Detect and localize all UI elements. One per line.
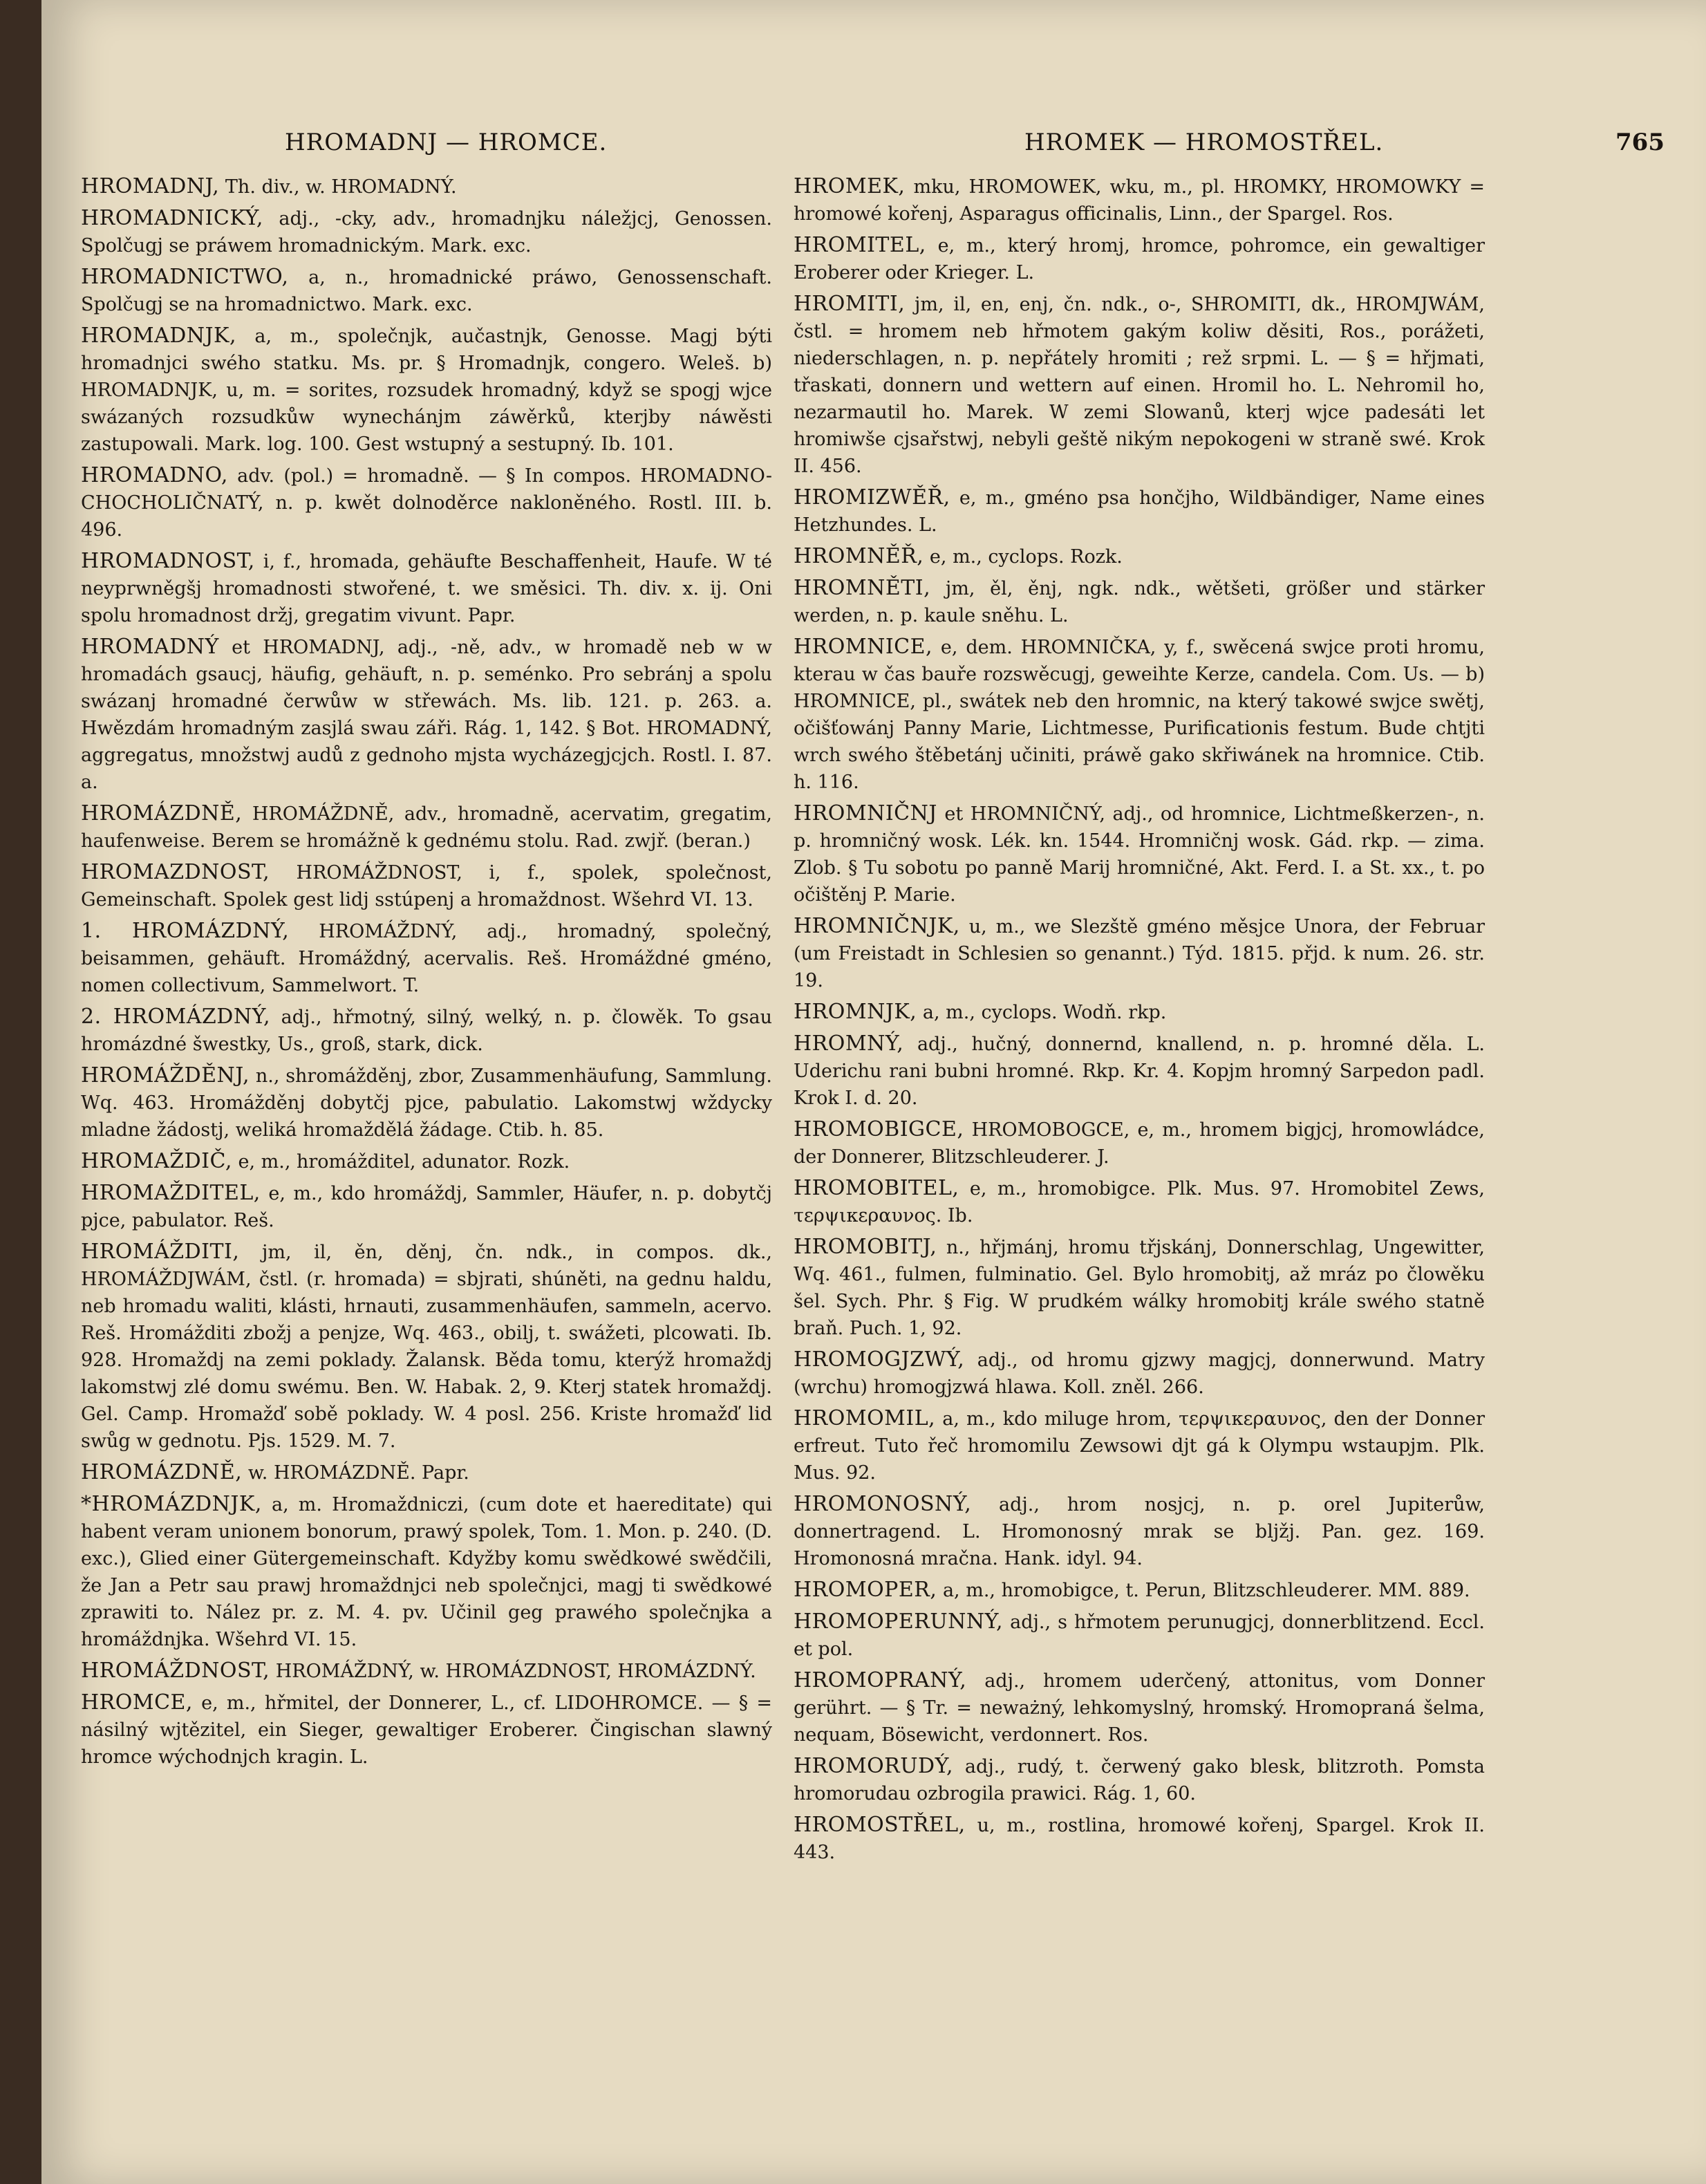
dictionary-entry (81, 462, 772, 543)
entry-headword: HROMADNICTWO, (81, 265, 289, 289)
entry-headword: HROMAŽDITEL, (81, 1181, 261, 1205)
dictionary-entry (81, 1238, 772, 1455)
entry-definition: HROMOBOGCE, e, m., hromem bigjcj, hromowládce, der Donnerer, Blitzschleuderer. J. (794, 1119, 1485, 1168)
dictionary-entry (81, 1689, 772, 1771)
entry-headword: HROMADNOST, (81, 549, 255, 573)
dictionary-entry (794, 800, 1485, 908)
dictionary-entry (794, 290, 1485, 480)
entry-definition: n., hřjmánj, hromu třjskánj, Donnerschlag, Ungewitter, Wq. 461., fulmen, fulminatio. Gel. Bylo hromobitj, až mráz po člowěku šel. Sych. Phr. § Fig. W prudkém wálky hromobitj krále swého statně braň. Puch. 1, 92. (794, 1237, 1485, 1339)
entry-headword: HROMADNJK, (81, 324, 237, 348)
dictionary-entry (81, 800, 772, 855)
entry-headword: HROMNĚTI, (794, 576, 931, 600)
dictionary-entry (794, 484, 1485, 539)
entry-headword: HROMADNÝ (81, 635, 219, 659)
dictionary-entry (794, 1405, 1485, 1486)
entry-definition: a, m., hromobigce, t. Perun, Blitzschleuderer. MM. 889. (937, 1580, 1470, 1601)
dictionary-page (41, 0, 1706, 2184)
dictionary-entry (794, 1608, 1485, 1663)
entry-definition: adj., od hromu gjzwy magjcj, donnerwund. Matry (wrchu) hromogjzwá hlawa. Koll. zněl. 266. (794, 1350, 1485, 1398)
entry-headword: HROMOGJZWÝ, (794, 1347, 965, 1372)
entry-headword: HROMÁŽDĚNJ, (81, 1063, 250, 1088)
entry-headword: HROMADNO, (81, 463, 228, 487)
dictionary-entry (794, 1576, 1485, 1604)
dictionary-entry (794, 173, 1485, 227)
entry-definition: jm, il, ěn, děnj, čn. ndk., in compos. dk., HROMÁŽDJWÁM, čstl. (r. hromada) = sbjrati, shúněti, na gednu haldu, neb hromadu waliti, klásti, hrnauti, zusammenhäufen, sammeln, acervo. Reš. Hromážditi zbožj a penjze, Wq. 463., obilj, t. swážeti, plcowati. Ib. 928. Hromaždj na zemi poklady. Žalansk. Běda tomu, kterýž hromaždj lakomstwj zlé domu swému. Ben. W. Habak. 2, 9. Kterj statek hromaždj. Gel. Camp. Hromažď sobě poklady. W. 4 posl. 256. Kriste hromažď lid swůg w gednotu. Pjs. 1529. M. 7. (81, 1242, 772, 1452)
entry-definition: HROMÁŽDNĚ, adv., hromadně, acervatim, gregatim, haufenweise. Berem se hromážně k gednému stolu. Rad. zwjř. (beran.) (81, 803, 772, 852)
entry-headword: HROMNIČNJ (794, 801, 937, 825)
dictionary-entry (794, 1667, 1485, 1748)
dictionary-entry (794, 1030, 1485, 1112)
entry-headword: HROMAŽDIČ, (81, 1149, 232, 1173)
entry-definition: a, n., hromadnické práwo, Genossenschaft. Spolčugj se na hromadnictwo. Mark. exc. (81, 267, 772, 315)
entry-definition: e, m., gméno psa hončjho, Wildbändiger, Name eines Hetzhundes. L. (794, 487, 1485, 536)
entry-definition: e, m., kdo hromáždj, Sammler, Häufer, n. p. dobytčj pjce, pabulator. Reš. (81, 1183, 772, 1231)
entry-headword: HROMNĚŘ, (794, 544, 924, 568)
entry-headword: HROMOSTŘEL, (794, 1813, 966, 1837)
entry-headword: HROMOBIGCE, (794, 1117, 964, 1141)
entry-definition: n., shromážděnj, zbor, Zusammenhäufung, Sammlung. Wq. 463. Hromážděnj dobytčj pjce, pabulatio. Lakomstwj wždycky mladne žádostj, weliká hromaždělá žádage. Ctib. h. 85. (81, 1065, 772, 1141)
entry-headword: HROMONOSNÝ, (794, 1492, 972, 1516)
entry-headword: HROMOMIL, (794, 1406, 936, 1430)
dictionary-entry (81, 263, 772, 318)
dictionary-entry (81, 1003, 772, 1058)
entry-definition: et HROMADNJ, adj., -ně, adv., w hromadě neb w w hromadách gsaucj, häufig, gehäuft, n. p. seménko. Pro sebránj a spolu swázanj hromadné čerwůw w střewách. Ms. lib. 121. p. 263. a. Hwězdám hromadným zasjlá swau záři. Rág. 1, 142. § Bot. HROMADNÝ, aggregatus, množstwj audů z gednoho mjsta wycházegjcjch. Rostl. I. 87. a. (81, 637, 772, 793)
entry-definition: adj., s hřmotem perunugjcj, donnerblitzend. Eccl. et pol. (794, 1612, 1485, 1660)
entry-definition: e, dem. HROMNIČKA, y, f., swěcená swjce proti hromu, kterau w čas bauře rozswěcugj, geweihte Kerze, candela. Com. Us. — b) HROMNICE, pl., swátek neb den hromnic, na který takowé swjce swětj, očišťowánj Panny Marie, Lichtmesse, Purificationis festum. Bude chtjti wrch swého štěbetánj učiniti, práwě gako skřiwánek na hromnice. Ctib. h. 116. (794, 637, 1485, 793)
left-column (81, 173, 772, 1775)
entry-headword: HROMIZWĚŘ, (794, 485, 950, 510)
entry-definition: w. HROMÁZDNĚ. Papr. (242, 1462, 469, 1484)
dictionary-entry (794, 1116, 1485, 1170)
left-running-head: HROMADNJ — HROMCE. (285, 129, 608, 156)
entry-definition: et HROMNIČNÝ, adj., od hromnice, Lichtmeßkerzen-, n. p. hromničný wosk. Lék. kn. 1544. Hromničnj wosk. Gád. rkp. — zima. Zlob. § Tu sobotu po panně Marij hromničné, Akt. Ferd. I. a St. xx., t. po očištěnj P. Marie. (794, 803, 1485, 906)
entry-headword: *HROMÁZDNJK, (81, 1492, 262, 1516)
entry-definition: u, m., rostlina, hromowé kořenj, Spargel. Krok II. 443. (794, 1815, 1485, 1863)
entry-definition: e, m., cyclops. Rozk. (924, 546, 1123, 568)
dictionary-entry (794, 1346, 1485, 1401)
entry-headword: HROMÁŽDNOST, (81, 1659, 270, 1683)
entry-headword: HROMEK, (794, 174, 906, 198)
dictionary-entry (81, 859, 772, 913)
dictionary-entry (81, 548, 772, 629)
entry-headword: HROMÁZDNĚ, (81, 1460, 243, 1484)
entry-headword: HROMAZDNOST, (81, 860, 270, 884)
entry-headword: HROMOPER, (794, 1578, 937, 1602)
entry-headword: HROMADNJ, (81, 174, 220, 198)
entry-headword: HROMÁŽDITI, (81, 1240, 240, 1264)
dictionary-entry (794, 543, 1485, 570)
entry-headword: HROMOBITJ, (794, 1235, 937, 1259)
dictionary-entry (794, 633, 1485, 796)
entry-definition: a, m., společnjk, aučastnjk, Genosse. Magj býti hromadnjci swého statku. Ms. pr. § Hromadnjk, congero. Weleš. b) HROMADNJK, u, m. = sorites, rozsudek hromadný, když se spogj wjce swázaných rozsudkůw wynechánjm záwěrků, kterjby náwěsti zastupowali. Mark. log. 100. Gest wstupný a sestupný. Ib. 101. (81, 326, 772, 455)
dictionary-entry (81, 322, 772, 458)
dictionary-entry (81, 205, 772, 259)
entry-headword: HROMADNICKÝ, (81, 206, 263, 230)
dictionary-entry (81, 1491, 772, 1653)
entry-definition: adj., rudý, t. čerwený gako blesk, blitzroth. Pomsta hromorudau ozbrogila prawici. Rág. 1, 60. (794, 1756, 1485, 1804)
running-header (243, 129, 1665, 170)
entry-definition: adj., hučný, donnernd, knallend, n. p. hromné děla. L. Uderichu rani bubni hromné. Rkp. Kr. 4. Kopjm hromný Sarpedon padl. Krok I. d. 20. (794, 1034, 1485, 1109)
dictionary-entry (81, 1657, 772, 1685)
dictionary-entry (794, 998, 1485, 1026)
entry-definition: jm, il, en, enj, čn. ndk., o-, SHROMITI, dk., HROMJWÁM, čstl. = hromem neb hřmotem gakým koliw děsiti, Ros., porážeti, niederschlagen, n. p. nepřátely hromiti ; rež srpmi. L. — § = hřjmati, třaskati, donnern und wettern auf einen. Hromil ho. L. Nehromil ho, nezarmautil ho. Marek. W zemi Slowanů, kterj wjce padesáti let hromiwše cjsařstwj, nebyli geště nikým nepokogeni w straně swé. Krok II. 456. (794, 294, 1485, 477)
entry-definition: adj., -cky, adv., hromadnjku náležjcj, Genossen. Spolčugj se práwem hromadnickým. Mark. exc. (81, 208, 772, 256)
entry-headword: HROMOBITEL, (794, 1176, 959, 1200)
entry-definition: e, m., hřmitel, der Donnerer, L., cf. LIDOHROMCE. — § = násilný wjtězitel, ein Sieger, gewaltiger Eroberer. Čingischan slawný hromce wýchodnjch kragin. L. (81, 1692, 772, 1768)
entry-definition: mku, HROMOWEK, wku, m., pl. HROMKY, HROMOWKY = hromowé kořenj, Asparagus officinalis, Linn., der Spargel. Ros. (794, 176, 1485, 225)
entry-headword: HROMITI, (794, 292, 906, 316)
dictionary-entry (794, 913, 1485, 994)
entry-definition: Th. div., w. HROMADNÝ. (219, 176, 457, 198)
entry-definition: u, m., we Slezště gméno měsjce Unora, der Februar (um Freistadt in Schlesien so genannt.) Týd. 1815. přjd. k num. 26. str. 19. (794, 916, 1485, 991)
entry-definition: e, m., hromážditel, adunator. Rozk. (232, 1151, 570, 1173)
entry-headword: HROMNÝ, (794, 1032, 904, 1056)
dictionary-entry (794, 1811, 1485, 1866)
entry-headword: HROMNIČNJK, (794, 914, 960, 938)
dictionary-entry (81, 633, 772, 796)
entry-headword: HROMÁZDNĚ, (81, 801, 243, 825)
dictionary-entry (794, 232, 1485, 286)
dictionary-entry (794, 1233, 1485, 1342)
entry-definition: a, m., kdo miluge hrom, τερψικεραυνος, den der Donner erfreut. Tuto řeč hromomilu Zewsowi djt gá k Olympu wstaupjm. Plk. Mus. 92. (794, 1408, 1485, 1484)
entry-headword: 2. HROMÁZDNÝ, (81, 1005, 271, 1029)
dictionary-entry (81, 1148, 772, 1175)
entry-definition: e, m., hromobigce. Plk. Mus. 97. Hromobitel Zews, τερψικεραυνος. Ib. (794, 1178, 1485, 1226)
right-column (794, 173, 1485, 1870)
entry-headword: HROMNJK, (794, 1000, 917, 1024)
entry-definition: adj., hřmotný, silný, welký, n. p. člowěk. To gsau hromázdné šwestky, Us., groß, stark, dick. (81, 1007, 772, 1055)
dictionary-entry (81, 173, 772, 200)
entry-definition: jm, ěl, ěnj, ngk. ndk., wětšeti, größer und stärker werden, n. p. kaule sněhu. L. (794, 578, 1485, 626)
dictionary-entry (81, 917, 772, 999)
entry-definition: HROMÁŽDNÝ, adj., hromadný, společný, beisammen, gehäuft. Hromáždný, acervalis. Reš. Hromáždné gméno, nomen collectivum, Sammelwort. T. (81, 921, 772, 996)
entry-headword: HROMOPERUNNÝ, (794, 1609, 1004, 1634)
entry-headword: HROMOPRANÝ, (794, 1668, 967, 1692)
dictionary-entry (794, 1753, 1485, 1807)
entry-headword: HROMNICE, (794, 635, 933, 659)
dictionary-entry (81, 1062, 772, 1144)
entry-definition: e, m., který hromj, hromce, pohromce, ein gewaltiger Eroberer oder Krieger. L. (794, 235, 1485, 283)
entry-definition: HROMÁŽDNÝ, w. HROMÁZDNOST, HROMÁZDNÝ. (270, 1661, 756, 1682)
dictionary-entry (81, 1459, 772, 1486)
entry-headword: HROMITEL, (794, 233, 926, 257)
entry-headword: 1. HROMÁZDNÝ, (81, 919, 290, 943)
dictionary-entry (81, 1179, 772, 1234)
entry-definition: i, f., hromada, gehäufte Beschaffenheit, Haufe. W té neyprwněgšj hromadnosti stwořené, t. we směsici. Th. div. x. ij. Oni spolu hromadnost držj, gregatim vivunt. Papr. (81, 551, 772, 626)
right-running-head: HROMEK — HROMOSTŘEL. (1024, 129, 1384, 156)
entry-definition: a, m., cyclops. Wodň. rkp. (917, 1002, 1167, 1023)
entry-headword: HROMCE, (81, 1690, 193, 1715)
entry-definition: adj., hrom nosjcj, n. p. orel Jupiterůw, donnertragend. L. Hromonosný mrak se bljžj. Pan. gez. 169. Hromonosná mračna. Hank. idyl. 94. (794, 1494, 1485, 1569)
dictionary-entry (794, 1175, 1485, 1229)
entry-headword: HROMORUDÝ, (794, 1754, 954, 1778)
dictionary-entry (794, 1491, 1485, 1572)
entry-definition: a, m. Hromaždniczi, (cum dote et haereditate) qui habent veram unionem bonorum, prawý spolek, Tom. 1. Mon. p. 240. (D. exc.), Glied einer Gütergemeinschaft. Kdyžby komu swědkowé swědčili, že Jan a Petr sau prawj hromaždnjci neb společnjci, magj ti swědkowé zprawiti to. Nález pr. z. M. 4. pv. Učinil geg prawého společnjka a hromáždnjka. Wšehrd VI. 15. (81, 1494, 772, 1650)
page-number: 765 (1615, 129, 1665, 156)
entry-definition: adj., hromem uderčený, attonitus, vom Donner gerührt. — § Tr. = neważný, lehkomyslný, hromský. Hromopraná šelma, nequam, Bösewicht, verdonnert. Ros. (794, 1670, 1485, 1746)
dictionary-entry (794, 575, 1485, 629)
entry-definition: HROMÁŽDNOST, i, f., spolek, společnost, Gemeinschaft. Spolek gest lidj sstúpenj a hromaždnost. Wšehrd VI. 13. (81, 862, 772, 911)
entry-definition: adv. (pol.) = hromadně. — § In compos. HROMADNO-CHOCHOLIČNATÝ, n. p. kwět dolnoděrce nakloněného. Rostl. III. b. 496. (81, 465, 772, 541)
